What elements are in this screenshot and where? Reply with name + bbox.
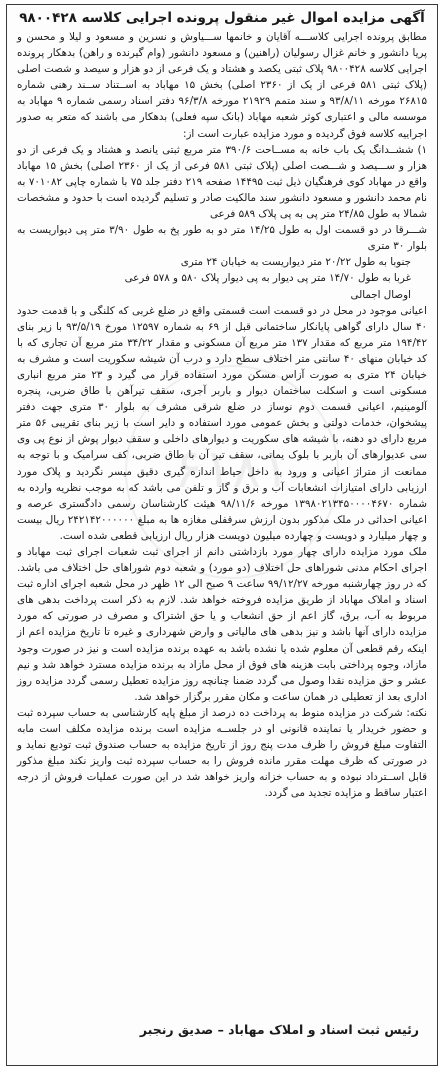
watermark-text: ۶۱۸۱ [173,437,290,500]
notice-body [17,29,427,802]
paragraph-description: اعیانی موجود در محل در دو قسمت است قسمتی واقع در ضلع غربی که کلنگی و با قدمت حدود ۴۰ سال دارای گواهی پایانکار ساختمانی قبل از ۶۹ به شماره ۱۲۵۹۷ مورخ ۹۳/۵/۱۹ با زیر بنای ۱۹۴/۴۲ متر مربع که مقدار ۱۳۷ متر مربع آن مسکونی و مقدار ۳۴/۲۲ متر مربع آن تجاری که با کد خیابان منهای ۴۰ سانتی متر اختلاف سطح دارد و درب آن شیشه سکوریت است و مشرف به خیابان ۲۴ متری به صورت آزاس مسکن مورد استفاده قرار می گیرد و ۲۳ متر مربع انباری مسکونی است و اسکلت ساختمان دیوار و باربر آجری، سقف تیرآهن با طاق ضربی، پنجره آلومینیم، اعیانی قسمت دوم نوساز در ضلع شرقی مشرف به بلوار ۳۰ متری جهت دفتر پیشخوان، خدمات دولتی و بخش عمومی مورد استفاده و دایر است با زیر بنای تقریبی ۵۶ متر مربع دارای دو دهنه، با شیشه های سکوریت و دیوارهای داخلی و سقف دیوار پوش از نوع پی وی سی عدیوارهای آن باربر با بلوک یمانی، سقف تیر آن با طاق ضربی، کف سرامیک و با توجه به ممانعت از متراژ اعیانی و ورود به داخل حیاط اندازه گیری دقیق میسر نگردید و پلاک مورد ارزیابی دارای امتیازات انشعابات آب و برق و گاز و تلفن می باشد که به موجب نظریه وارده به شماره ۱۳۹۸۰۲۱۳۴۵۰۰۰۰۴۶۷۰ مورخه ۹۸/۱۱/۶ هیئت کارشناسان رسمی دادگستری عرصه و اعیانی احداثی در ملک مذکور بدون ارزش سرقفلی مغازه ها به مبلغ ۲۴۲۱۴۲۰۰۰۰۰۰ ریال بیست و چهار میلیارد و دویست و چهارده میلیون دویست هزار ریال ارزیابی قطعی شده است. [17,304,428,542]
notice-title: آگهی مزایده اموال غیر منقول پرونده اجرایی کلاسه ۹۸۰۰۴۲۸ [19,10,425,26]
paragraph-property: ۱) ششــدانگ یک باب خانه به مســاحت ۳۹۰/۶ متر مربع ثبتی یانصد و هشتاد و یک فرعی از دو هزار و ســـیصد و شـــصت اصلی (پلاک ثبتی ۵۸۱ فرعی از یک از ۲۳۶۰ اصلی) بخش ۱۵ مهاباد واقع در مهاباد کوی فرهنگیان ذیل ثبت ۱۴۴۹۵ صفحه ۲۱۹ دفتر جلد ۷۵ با شماره چاپی ۷۰۱۰۸۲ به نام محمد دانشور و مسعود دانشور سند مالکیت صادر و تسلیم گردیده است با حدود و مشخصات شمالا به طول ۲۴/۸۵ متر پی به پی پلاک ۵۸۹ فرعی [17,143,428,221]
paragraph-west-boundary: غربا به طول ۱۴/۷۰ متر پی دیوار به پی دیوار پلاک ۵۸۰ و ۵۷۸ فرعی [124,272,411,285]
notice-frame [6,4,438,1066]
paragraph-auction-terms: ملک مورد مزایده دارای چهار مورد بازداشتی دانم از اجرای ثبت شعبات اجرای ثبت مهاباد و اجرای احکام مدنی شوراهای حل اختلاف (دو مورد) و شعبه دوم شوراهای حل اختلاف می باشد. که در روز چهارشنبه مورخه ۹۹/۱۲/۲۷ ساعت ۹ صبح الی ۱۲ ظهر در محل شعبه اجرای اداره ثبت اسناد و املاک مهاباد از طریق مزایده فروخته خواهد شد. لازم به ذکر است پرداخت بدهی های مربوط به آب، برق، گاز اعم از حق انشعاب و یا حق اشتراک و مصرف در صورتی که مورد مزایده دارای آنها باشد و نیز بدهی های مالیاتی و وارض شهرداری و غیره تا تاریخ مزایده اعم از اینکه رقم قطعی آن معلوم شده یا نشده باشد به عهده برنده مزایده است و نیز در صورت وجود مازاد، وجوه پرداختی بابت هزینه های فوق از محل مازاد به برنده مزایده مسترد خواهد شد و نیم عشر و حق مزایده نقدا وصول می گردد ضمنا چنانچه روز مزایده تعطیل رسمی گردد مزایده روز اداری بعد از تعطیلی در همان ساعت و مکان مقرر برگزار خواهد شد. [17,546,427,703]
paragraph-summary-heading: اوصال اجمالی [350,288,411,301]
signature: رئیس ثبت اسناد و املاک مهاباد – صدیق رنجبر [139,1022,419,1037]
paragraph-south-boundary: جنوبا به طول ۲۰/۲۲ متر دیواریست به خیابان ۲۴ متری [180,256,411,269]
paragraph-intro: مطابق پرونده اجرایی کلاســـه آقایان و خانمها ســـیاوش و نسرین و مسعود و لیلا و محسن و پریا دانشور و خانم غزال رسولیان (راهنین) و مسعود دانشور (وام گیرنده و راهن) بدهکار پرونده اجرایی کلاسه ۹۸۰۰۴۲۸ پلاک ثبتی یکصد و هشتاد و یک فرعی از دو هزار و سیصد و شصت اصلی (پلاک ثبتی ۵۸۱ فرعی از یک از ۲۳۶۰ اصلی) بخش ۱۵ مهاباد به اســتناد ســند رهنی شماره ۲۶۸۱۵ مورخه ۹۳/۸/۱۱ و سند متمم ۲۱۹۲۹ مورخه ۹۶/۳/۸ دفتر اسناد رسمی شماره ۹ مهاباد به موسسه مالی و اعتباری کوثر شعبه مهاباد (بانک سپه فعلی) بدهکار می باشند که متعر به صدور اجراییه کلاسه فوق گردیده و مورد مزایده عبارت است از: [17,31,428,140]
paragraph-east-boundary: شـــرقا در دو قسمت اول به طول ۱۴/۲۵ متر دو به طور پخ به طول ۳/۹۰ متر پی دیواریست به بلوار ۳۰ متری [17,224,427,253]
paragraph-note: نکته: شرکت در مزایده منوط به پرداخت ده درصد از مبلغ پایه کارشناسی به حساب سپرده ثبت و حضور خریدار یا نماینده قانونی او در جلســه مزایده است برنده مزایده مکلف است مابه التفاوت مبلغ فروش را ظرف مدت پنج روز از تاریخ مزایده به حساب صندوق ثبت تودیع نماید و در صورتی که ظرف مهلت مقرر مانده فروش را به حساب سپرده ثبت واریز نکند مبلغ مذکور قابل اســترداد نبوده و به حساب خزانه واریز خواهد شد در این صورت عملیات فروش از درجه اعتبار ساقط و مزایده تجدید می گردد. [17,706,427,800]
